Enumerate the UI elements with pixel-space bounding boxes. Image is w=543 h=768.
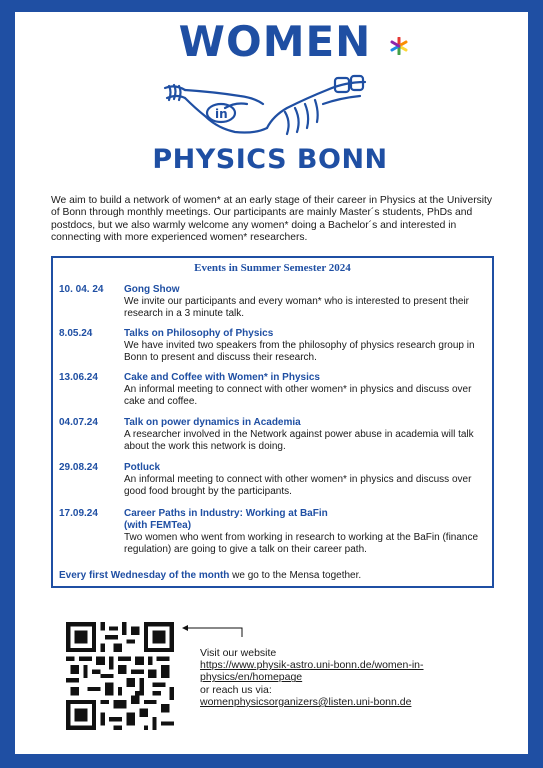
event-title: Talk on power dynamics in Academia xyxy=(124,417,301,428)
events-title: Events in Summer Semester 2024 xyxy=(194,262,351,274)
contact-block xyxy=(200,647,500,708)
event-title: Talks on Philosophy of Physics xyxy=(124,328,274,339)
website-link[interactable]: https://www.physik-astro.uni-bonn.de/women-in-physics/en/homepage xyxy=(200,659,424,684)
holding-hands-icon xyxy=(155,68,375,148)
intro-paragraph: We aim to build a network of women* at an early stage of their career in Physics at the University of Bonn through monthly meetings. Our participants are mainly Master´s students, PhDs and postdocs, but we also warmly welcome any women* doing a Bachelor´s and interested in connecting with more experienced women* researchers. xyxy=(51,195,493,244)
logo-in-text: in xyxy=(215,107,228,121)
event-description: An informal meeting to connect with other women* in physics and discuss over good food brought by the participants. xyxy=(124,474,472,497)
event-subtitle: (with FEMTea) xyxy=(124,520,192,531)
visit-website-label: Visit our website xyxy=(200,647,277,659)
qr-code-icon[interactable] xyxy=(66,622,174,730)
event-date: 17.09.24 xyxy=(59,508,98,519)
event-title: Gong Show xyxy=(124,284,180,295)
rainbow-star-icon xyxy=(390,37,408,59)
logo xyxy=(135,18,405,178)
event-title: Career Paths in Industry: Working at BaFin xyxy=(124,508,328,519)
mensa-note-bold: Every first Wednesday of the month xyxy=(59,570,230,581)
event-title: Cake and Coffee with Women* in Physics xyxy=(124,372,320,383)
event-description: A researcher involved in the Network against power abuse in academia will talk about the work this network is doing. xyxy=(124,429,474,452)
mensa-note xyxy=(59,570,489,582)
event-date: 29.08.24 xyxy=(59,462,98,473)
email-link[interactable]: womenphysicsorganizers@listen.uni-bonn.de xyxy=(200,695,412,708)
mensa-note-rest: we go to the Mensa together. xyxy=(229,570,362,581)
event-description: Two women who went from working in research to working at the BaFin (finance regulation) are going to give a talk on their career path. xyxy=(124,532,479,555)
event-description: We have invited two speakers from the philosophy of physics research group in Bonn to present and discuss their research. xyxy=(124,340,475,363)
reach-us-label: or reach us via: xyxy=(200,683,272,696)
logo-title-women: WOMEN xyxy=(178,17,372,66)
event-description: An informal meeting to connect with other women* in physics and discuss over cake and coffee. xyxy=(124,384,472,407)
event-title: Potluck xyxy=(124,462,161,473)
event-date: 04.07.24 xyxy=(59,417,98,428)
event-date: 13.06.24 xyxy=(59,372,98,383)
events-box xyxy=(51,256,494,588)
logo-title-physics-bonn: PHYSICS BONN xyxy=(152,144,388,175)
event-date: 10. 04. 24 xyxy=(59,284,104,295)
event-date: 8.05.24 xyxy=(59,328,93,339)
arrow-left-icon xyxy=(180,624,250,638)
event-description: We invite our participants and every woman* who is interested to present their research in a 3 minute talk. xyxy=(124,296,469,319)
